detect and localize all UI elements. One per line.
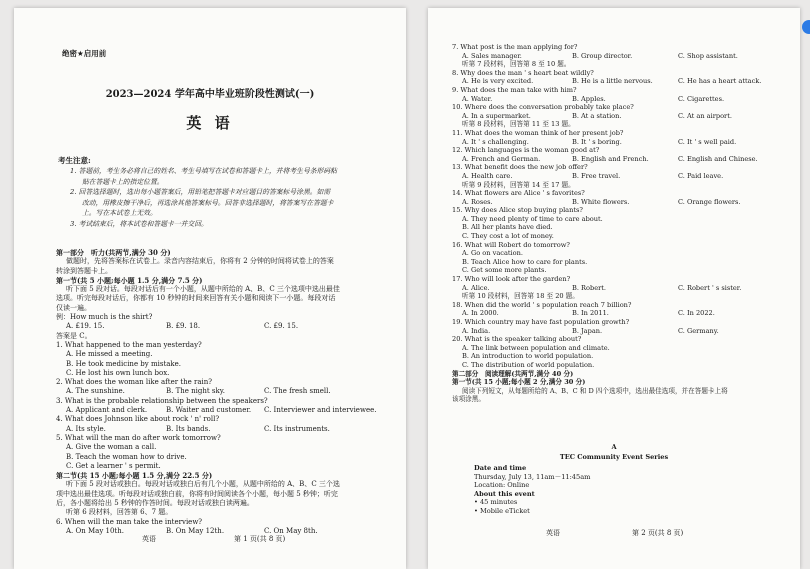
option-a: A. He is very excited. xyxy=(462,77,534,86)
note-line: 3. 考试结束后，将本试卷和答题卡一并交回。 xyxy=(70,219,208,228)
option-c: C. It ' s well paid. xyxy=(678,137,737,146)
section1-intro: 听下面 5 段对话。每段对话后有一个小题，从题中所给的 A、B、C 三个选项中选出最佳 xyxy=(66,285,340,294)
page-2 xyxy=(428,8,800,569)
question-text: 16. What will Robert do tomorrow? xyxy=(452,240,570,249)
note-line: 1. 答题前，考生务必将自己的姓名、考生号填写在试卷和答题卡上，并将考生号条形码粘 xyxy=(70,167,337,175)
option-b: B. He is a little nervous. xyxy=(572,77,653,86)
option-a: A. The sunshine. xyxy=(66,387,125,396)
section2-intro: 后，各小题将给出 5 秒钟的作答时间。每段对话或独白读两遍。 xyxy=(56,499,254,508)
option-a: A. India. xyxy=(462,326,491,335)
option-c: C. Get a learner ' s permit. xyxy=(66,461,161,470)
footer-page: 第 1 页(共 8 页) xyxy=(234,535,286,543)
option-a: A. He missed a meeting. xyxy=(66,350,153,359)
material-note: 听第 10 段材料，回答第 18 至 20 题。 xyxy=(462,292,579,301)
question-text: 2. What does the woman like after the rain? xyxy=(56,378,212,387)
question-text: 12. Which languages is the woman good at? xyxy=(452,146,600,155)
option-b: B. Its bands. xyxy=(166,424,211,433)
section2-header: 第二节(共 15 小题;每小题 1.5 分,满分 22.5 分) xyxy=(56,471,213,481)
example-answer: 答案是 C。 xyxy=(56,331,92,340)
option-b: B. Japan. xyxy=(572,326,603,335)
secret-label: 绝密★启用前 xyxy=(62,49,107,58)
option-b: B. An introduction to world population. xyxy=(462,352,594,361)
option-c: C. Orange flowers. xyxy=(678,197,741,206)
options-row xyxy=(452,95,761,104)
option-b: B. Robert. xyxy=(572,283,606,292)
question-text: 17. Who will look after the garden? xyxy=(452,275,571,284)
part1-block xyxy=(56,248,376,536)
question-text: 13. What benefit does the new job offer? xyxy=(452,163,588,172)
option-c: C. Cigarettes. xyxy=(678,94,725,103)
option-b: B. Group director. xyxy=(572,51,633,60)
question-text: 19. Which country may have fast population growth? xyxy=(452,318,630,326)
section2-intro: 听下面 5 段对话或独白。每段对话或独白后有几个小题，从题中所给的 A、B、C 三个选 xyxy=(66,480,340,489)
question-text: 1. What happened to the man yesterday? xyxy=(56,340,202,349)
option-a: A. It ' s challenging. xyxy=(462,137,529,146)
option-b: B. It ' s boring. xyxy=(572,137,622,146)
part2-intro: 该项涂黑。 xyxy=(452,395,485,404)
notes-list xyxy=(70,166,337,229)
exam-title: 2023—2024 学年高中毕业班阶段性测试(一) xyxy=(105,89,315,100)
options-row xyxy=(56,527,376,536)
question-text: 8. Why does the man ' s heart beat wildly? xyxy=(452,68,594,77)
option-c: C. English and Chinese. xyxy=(678,154,758,163)
section1-header: 第一节(共 5 小题;每小题 1.5 分,满分 7.5 分) xyxy=(56,275,203,285)
material-note: 听第 8 段材料，回答第 11 至 13 题。 xyxy=(462,120,575,129)
status-dot-icon xyxy=(802,20,810,34)
options-row xyxy=(452,309,761,318)
options-row xyxy=(452,327,761,336)
material-note: 听第 6 段材料，回答第 6、7 题。 xyxy=(66,508,173,517)
question-text: 6. When will the man take the interview? xyxy=(56,517,203,526)
question-text: 15. Why does Alice stop buying plants? xyxy=(452,206,583,215)
option-c: C. He has a heart attack. xyxy=(678,77,762,86)
option-c: C. Paid leave. xyxy=(678,171,724,180)
option-a: A. French and German. xyxy=(462,154,541,163)
option-a: A. Roses. xyxy=(462,197,493,206)
option-c: C. On May 8th. xyxy=(264,526,318,535)
option-c: C. Robert ' s sister. xyxy=(678,283,742,292)
footer-subject: 英语 xyxy=(142,535,156,543)
section1-intro: 仅读一遍。 xyxy=(56,303,91,312)
option-b: B. On May 12th. xyxy=(166,526,225,535)
option-b: B. At a station. xyxy=(572,111,622,120)
subject-title: 英 语 xyxy=(186,114,234,132)
option-c: C. Interviewer and interviewee. xyxy=(264,406,377,415)
material-note: 听第 7 段材料，回答第 8 至 10 题。 xyxy=(462,60,571,69)
option-b: B. White flowers. xyxy=(572,197,630,206)
part1-intro: 做题时，先将答案标在试卷上。录音内容结束后，你将有 2 分钟的时间将试卷上的答案 xyxy=(66,257,334,266)
bullet-item: • 45 minutes xyxy=(474,498,518,507)
options-row xyxy=(452,77,761,86)
question-text: 4. What does Johnson like about rock ' n' roll? xyxy=(56,415,220,424)
option-a: A. They need plenty of time to care about. xyxy=(462,214,603,223)
part2-intro: 阅读下列短文，从每题所给的 A、B、C 和 D 四个选项中，选出最佳选项，并在答题卡上将 xyxy=(462,386,728,395)
option-a: A. Applicant and clerk. xyxy=(66,406,148,415)
question-text: 20. What is the speaker talking about? xyxy=(452,335,582,344)
note-line: 2. 回答选择题时，选出每小题答案后，用铅笔把答题卡对应题目的答案标号涂黑。如需 xyxy=(70,188,331,196)
footer-page: 第 2 页(共 8 页) xyxy=(632,529,684,537)
options-row xyxy=(452,155,761,164)
footer-subject: 英语 xyxy=(546,529,560,537)
page2-questions xyxy=(452,43,761,404)
options-row xyxy=(452,52,761,61)
section1-intro: 选项。听完每段对话后，你都有 10 秒钟的时间来回答有关小题和阅读下一小题。每段对话 xyxy=(56,294,336,303)
options-row xyxy=(452,284,761,293)
option-c: C. They cost a lot of money. xyxy=(462,232,554,241)
option-b: B. The night sky. xyxy=(166,387,225,396)
option-a: A. Sales manager. xyxy=(462,51,522,60)
date-heading: Date and time xyxy=(474,464,527,472)
question-text: 18. When did the world ' s population reach 7 billion? xyxy=(452,300,632,309)
event-details xyxy=(474,464,590,516)
question-text: 10. Where does the conversation probably take place? xyxy=(452,103,634,112)
question-text: 5. What will the man do after work tomorrow? xyxy=(56,433,221,442)
option-a: A. Its style. xyxy=(66,424,106,433)
material-note: 听第 9 段材料，回答第 14 至 17 题。 xyxy=(462,180,575,189)
section2-intro: 项中选出最佳选项。听每段对话或独白前，你将有时间阅读各个小题，每小题 5 秒钟；听完 xyxy=(56,489,338,498)
location-text: Location: Online xyxy=(474,481,530,490)
page-1 xyxy=(14,8,406,569)
option-a: A. The link between population and climate. xyxy=(462,343,610,352)
option-a: A. £19. 15. xyxy=(66,322,105,331)
option-c: C. Get some more plants. xyxy=(462,266,547,275)
option-c: C. Its instruments. xyxy=(264,424,330,433)
option-b: B. Apples. xyxy=(572,94,606,103)
option-b: B. In 2011. xyxy=(572,309,609,318)
passage-letter: A xyxy=(611,443,617,451)
option-b: B. £9. 18. xyxy=(166,322,201,331)
option-c: C. Shop assistant. xyxy=(678,51,738,60)
note-line: 改动，用橡皮擦干净后，再选涂其他答案标号。回答非选择题时，将答案写在答题卡 xyxy=(82,198,334,207)
about-heading: About this event xyxy=(474,489,535,498)
option-c: C. Germany. xyxy=(678,326,719,335)
option-c: C. £9. 15. xyxy=(264,322,299,331)
option-c: C. He lost his own lunch box. xyxy=(66,368,170,377)
question-text: 9. What does the man take with him? xyxy=(452,85,577,94)
part1-header: 第一部分 听力(共两节,满分 30 分) xyxy=(56,248,171,257)
option-c: C. In 2022. xyxy=(678,309,715,318)
option-b: B. Teach Alice how to care for plants. xyxy=(462,257,588,266)
part1-intro: 转涂到答题卡上。 xyxy=(56,266,112,275)
option-c: C. The distribution of world population. xyxy=(462,360,595,369)
bullet-item: • Mobile eTicket xyxy=(474,506,530,515)
options-row xyxy=(56,425,376,434)
options-row xyxy=(452,138,761,147)
option-a: A. Go on vacation. xyxy=(462,249,523,258)
option-a: A. In 2000. xyxy=(462,309,499,318)
option-b: B. Free travel. xyxy=(572,171,621,180)
notes-header: 考生注意: xyxy=(58,156,91,165)
option-a: A. Health care. xyxy=(462,171,513,180)
example-options xyxy=(56,322,376,331)
question-text: 3. What is the probable relationship between the speakers? xyxy=(56,396,268,405)
note-line: 上。写在本试卷上无效。 xyxy=(82,209,157,217)
options-row xyxy=(452,198,761,207)
options-row xyxy=(56,387,376,396)
option-b: B. He took medicine by mistake. xyxy=(66,359,182,368)
option-b: B. All her plants have died. xyxy=(462,223,553,232)
part2-header: 第二部分 阅读理解(共两节,满分 40 分) xyxy=(452,369,574,378)
option-c: C. The fresh smell. xyxy=(264,387,331,396)
option-a: A. On May 10th. xyxy=(66,526,124,535)
question-text: 11. What does the woman think of her present job? xyxy=(452,128,624,137)
option-c: C. At an airport. xyxy=(678,111,732,120)
option-b: B. English and French. xyxy=(572,154,649,163)
date-value: Thursday, July 13, 11am－11:45am xyxy=(474,472,591,481)
question-text: 7. What post is the man applying for? xyxy=(452,43,578,51)
note-line: 贴在答题卡上的指定位置。 xyxy=(82,177,164,186)
option-a: A. In a supermarket. xyxy=(462,111,531,120)
option-b: B. Teach the woman how to drive. xyxy=(66,452,187,461)
options-row xyxy=(452,172,761,181)
option-b: B. Waiter and customer. xyxy=(166,406,252,415)
passage-title: TEC Community Event Series xyxy=(559,453,669,461)
option-a: A. Water. xyxy=(462,94,493,103)
part2-section1-header: 第一节(共 15 小题;每小题 2 分,满分 30 分) xyxy=(452,378,586,387)
option-a: A. Alice. xyxy=(462,283,490,292)
option-a: A. Give the woman a call. xyxy=(66,443,157,452)
options-row xyxy=(56,406,376,415)
question-text: 14. What flowers are Alice ' s favorites? xyxy=(452,189,585,198)
example-question: 例：How much is the shirt? xyxy=(56,313,153,322)
